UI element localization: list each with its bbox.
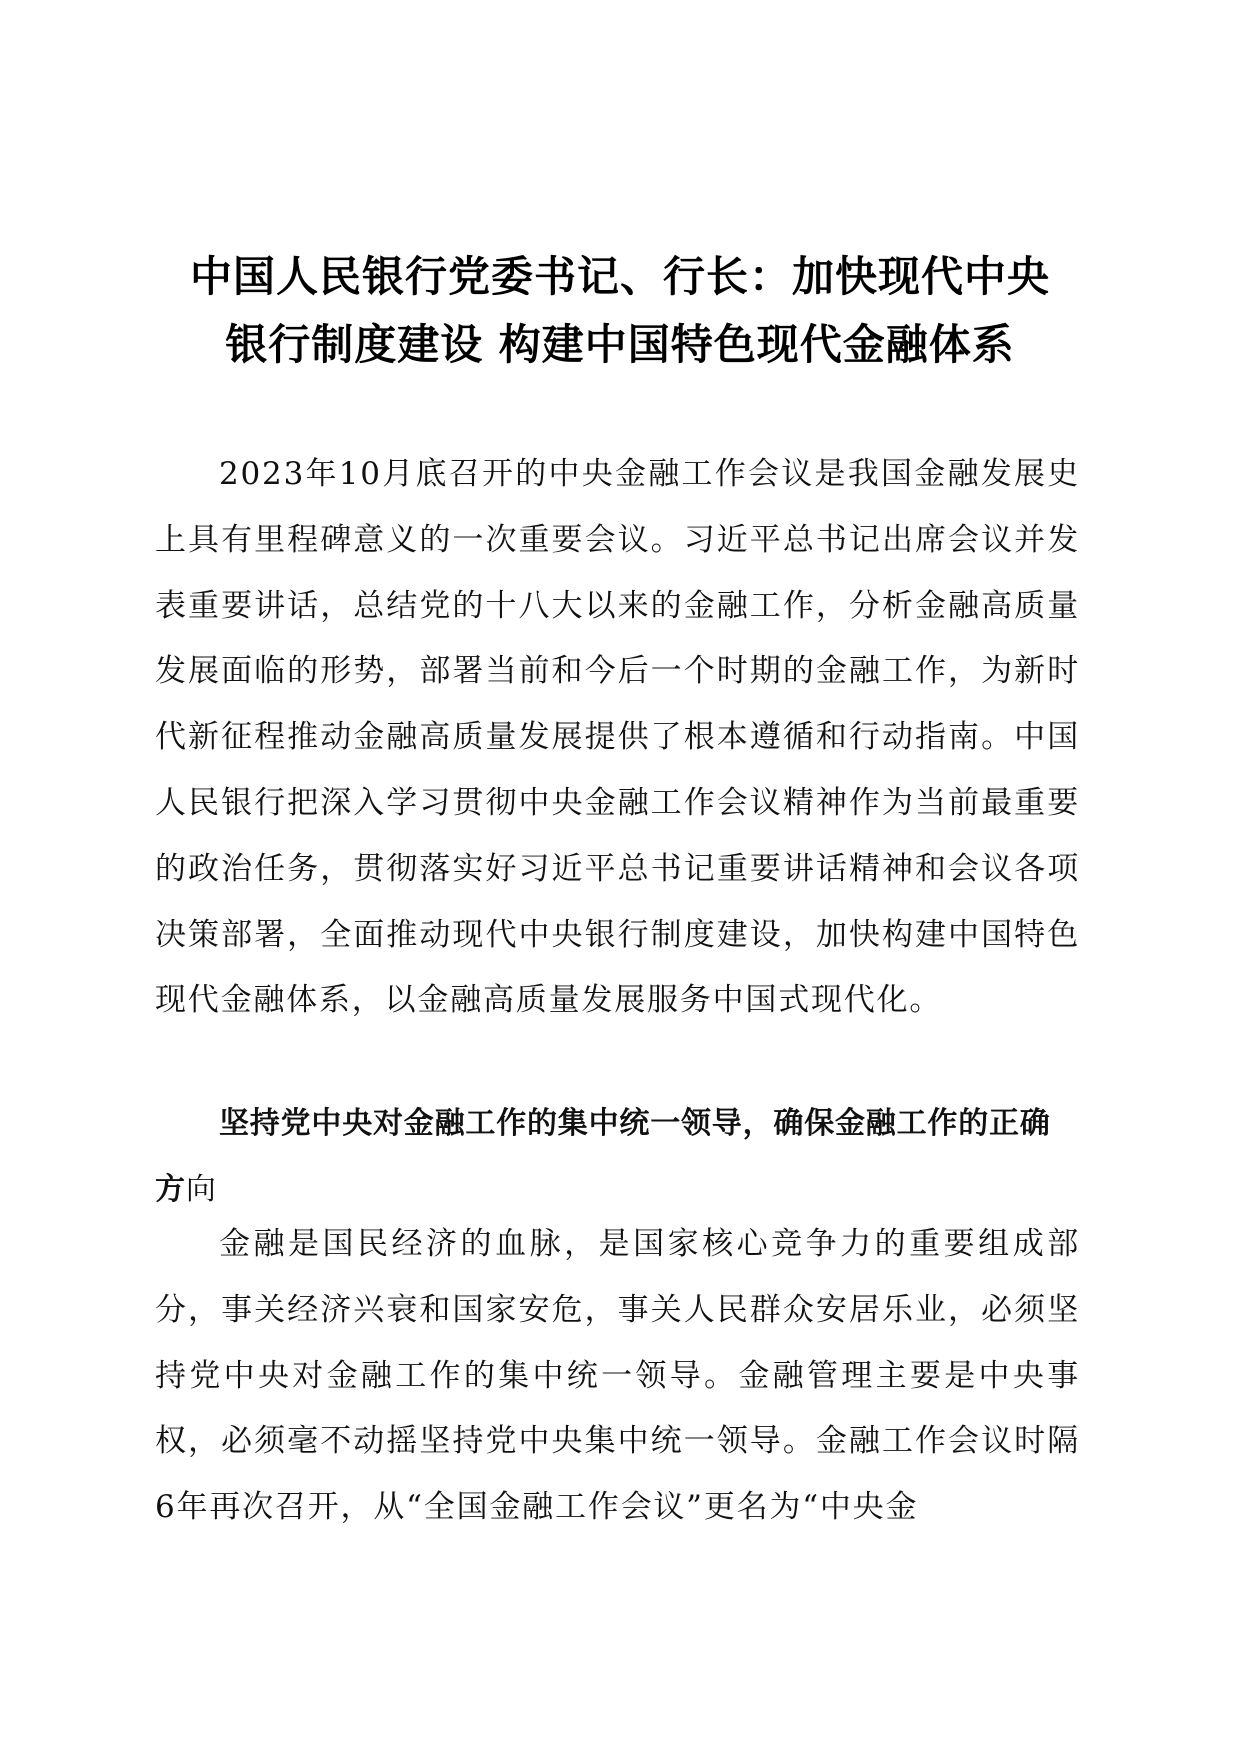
section-heading-tail-text: 向 — [185, 1172, 217, 1207]
body-paragraph-1: 2023年10月底召开的中央金融工作会议是我国金融发展史上具有里程碑意义的一次重要会议。习近平总书记出席会议并发表重要讲话，总结党的十八大以来的金融工作，分析金融高质量发展面临的形势，部署当前和今后一个时期的金融工作，为新时代新征程推动金融高质量发展提供了根本遵循和行动指南。中国人民银行把深入学习贯彻中央金融工作会议精神作为当前最重要的政治任务，贯彻落实好习近平总书记重要讲话精神和会议各项决策部署，全面推动现代中央银行制度建设，加快构建中国特色现代金融体系，以金融高质量发展服务中国式现代化。 — [155, 456, 1080, 1019]
title-line-2: 银行制度建设 构建中国特色现代金融体系 — [225, 320, 1015, 369]
body-paragraph-2: 金融是国民经济的血脉，是国家核心竞争力的重要组成部分，事关经济兴衰和国家安危，事关人民群众安居乐业，必须坚持党中央对金融工作的集中统一领导。金融管理主要是中央事权，必须毫不动摇坚持党中央集中统一领导。金融工作会议时隔6年再次召开，从“全国金融工作会议”更名为“中央金 — [155, 1226, 1080, 1526]
title-line-1: 中国人民银行党委书记、行长：加快现代中央 — [189, 252, 1050, 301]
section-heading — [155, 1091, 1080, 1223]
section-heading-bold-text: 坚持党中央对金融工作的集中统一领导，确保金融工作的正确方 — [155, 1106, 1051, 1207]
document-title — [150, 243, 1090, 379]
